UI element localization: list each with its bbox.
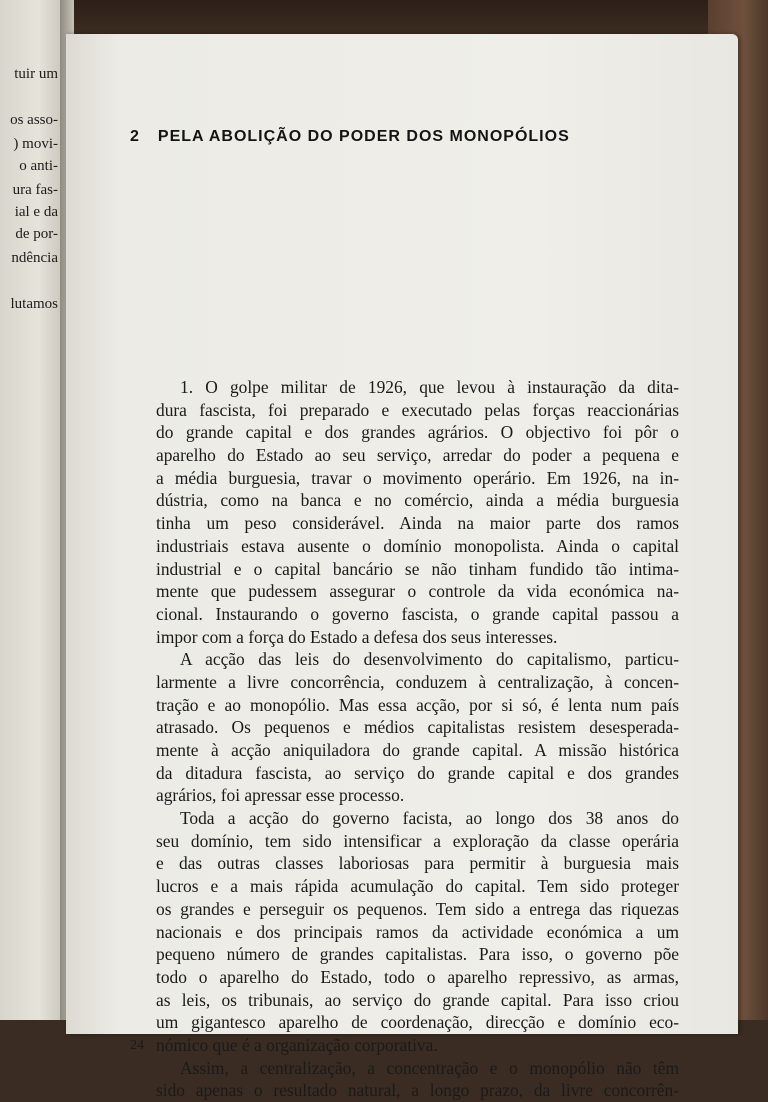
text-line: seu domínio, tem sido intensificar a exploração da classe operária [156,830,679,851]
text-line: nacionais e dos principais ramos da actividade económica a um [156,921,679,942]
text-line: as leis, os tribunais, ao serviço do grande capital. Para isso criou [156,989,679,1010]
text-line: atrasado. Os pequenos e médios capitalistas resistem desesperada- [156,717,679,738]
text-line: mente que pudessem assegurar o controle da vida económica na- [156,581,679,602]
paragraph [156,376,679,648]
left-page-fragment: ial e da [14,204,58,220]
chapter-number: 2 [130,128,140,145]
text-line: Assim, a centralização, a concentração e o monopólio não têm [180,1057,679,1078]
text-line: dústria, como na banca e no comércio, ainda a média burguesia [156,490,679,511]
left-page-fragment: ndência [11,250,58,266]
text-line: um gigantesco aparelho de coordenação, direcção e domínio eco- [156,1012,679,1033]
page-number: 24 [130,1038,144,1053]
book-page [66,34,738,1101]
left-page-fragment: tuir um [14,66,58,82]
text-line: A acção das leis do desenvolvimento do capitalismo, particu- [180,649,679,670]
text-line: e das outras classes laboriosas para permitir à burguesia mais [156,853,679,874]
text-line: cional. Instaurando o governo fascista, o grande capital passou a [156,603,679,624]
text-line: sido apenas o resultado natural, a longo prazo, da livre concorrên- [156,1080,679,1101]
text-line: impor com a força do Estado a defesa dos seus interesses. [156,626,558,647]
text-line: tração e ao monopólio. Mas essa acção, por si só, é lenta num país [156,694,679,715]
text-line: Toda a acção do governo facista, ao longo dos 38 anos do [180,808,679,829]
left-facing-page [0,0,64,1020]
text-line: da ditadura fascista, ao serviço do grande capital e dos grandes [156,762,679,783]
text-line: lucros e a mais rápida acumulação do capital. Tem sido proteger [156,876,679,897]
text-line: os grandes e perseguir os pequenos. Tem sido a entrega das riquezas [156,898,679,919]
paragraph [156,807,679,1057]
text-line: agrários, foi apressar esse processo. [156,785,405,806]
paragraph [156,1057,679,1102]
left-page-fragment: ura fas- [12,182,58,198]
left-page-fragment: lutamos [10,296,58,312]
left-page-fragment: ) movi- [13,136,58,152]
text-line: industrial e o capital bancário se não tinham fundido tão intima- [156,558,679,579]
text-line: 1. O golpe militar de 1926, que levou à instauração da dita- [180,377,679,397]
left-page-fragment: de por- [15,226,58,242]
text-line: aparelho do Estado ao seu serviço, arredar do poder a pequena e [156,445,679,466]
left-page-fragment: o anti- [19,158,58,174]
text-line: tinha um peso considerável. Ainda na maior parte dos ramos [156,513,679,534]
text-line: a média burguesia, travar o movimento operário. Em 1926, na in- [156,467,679,488]
text-line: mente à acção aniquiladora do grande capital. A missão histórica [156,740,679,760]
left-page-fragment: os asso- [10,112,58,128]
paragraph [156,648,679,807]
text-line: pequeno número de grandes capitalistas. Para isso, o governo põe [156,944,679,965]
show-through-text [166,134,626,374]
text-line: todo o aparelho do Estado, todo o aparelho repressivo, as armas, [156,966,679,987]
text-line: industriais estava ausente o domínio monopolista. Ainda o capital [156,535,679,556]
body-text [156,376,679,1102]
text-line: dura fascista, foi preparado e executado pelas forças reaccionárias [156,399,679,420]
text-line: do grande capital e dos grandes agrários. O objectivo foi pôr o [156,422,679,443]
text-line: larmente a livre concorrência, conduzem à centralização, à concen- [156,671,679,692]
text-line: nómico que é a organização corporativa. [156,1034,438,1055]
chapter-title: PELA ABOLIÇÃO DO PODER DOS MONOPÓLIOS [157,128,570,145]
